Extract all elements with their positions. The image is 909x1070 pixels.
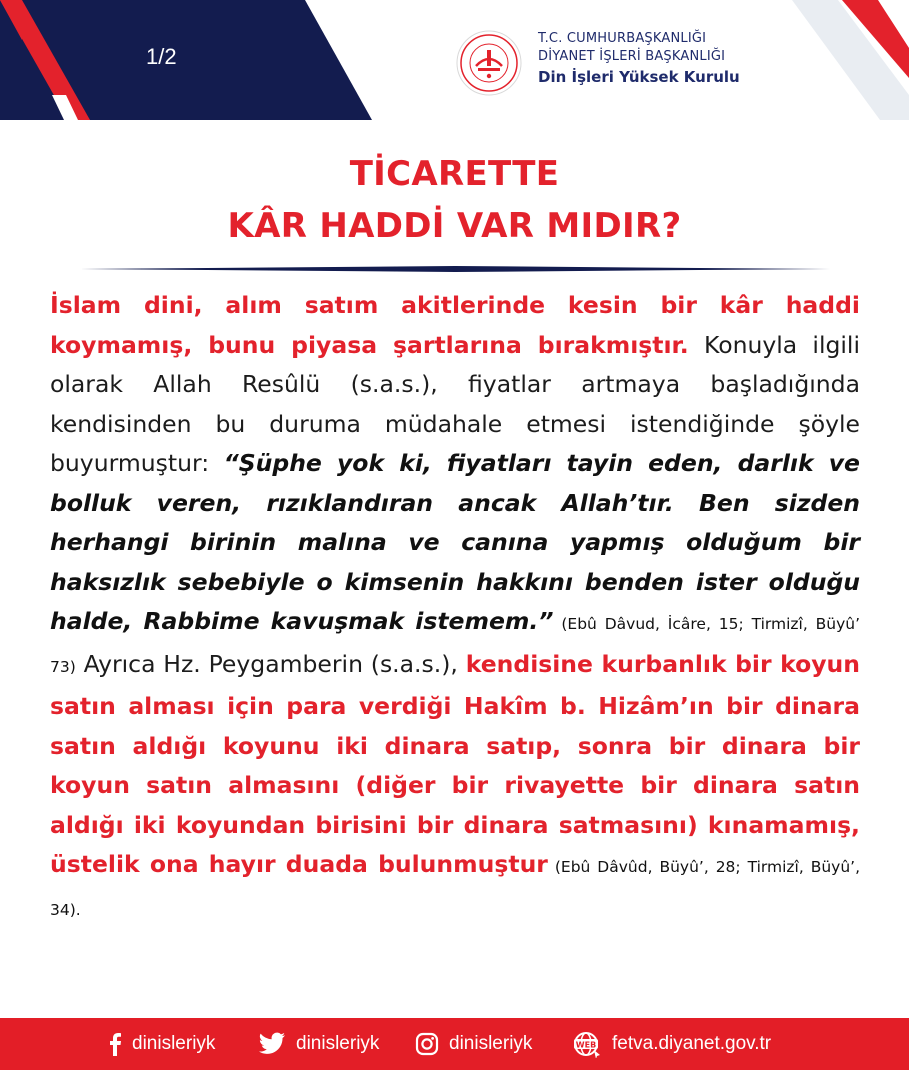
title-divider: [80, 266, 830, 272]
hadith-quote: “Şüphe yok ki, fiyatları tayin eden, darlık ve bolluk veren, rızıklandıran ancak Allah’tır. Ben sizden herhangi birinin malına ve canına yapmış olduğum bir haksızlık sebebiyle o kimsenin hakkını benden ister olduğu halde, Rabbime kavuşmak istemem.”: [50, 449, 860, 635]
org-line-3: Din İşleri Yüksek Kurulu: [538, 68, 740, 86]
title-line-2: KÂR HADDİ VAR MIDIR?: [227, 206, 682, 246]
page-indicator: 1/2: [146, 44, 177, 69]
body-text-1: Konuyla ilgili olarak Allah Resûlü (s.a.s.), fiyatlar artmaya başladığında kendisinden bu duruma müdahale etmesi istendiğinde şöyle buyurmuştur:: [50, 330, 860, 477]
diyanet-seal-icon: [456, 30, 522, 96]
instagram-handle: dinisleriyk: [449, 1033, 533, 1054]
organization-block: [538, 30, 740, 88]
header-decoration: [0, 0, 909, 120]
website-url: fetva.diyanet.gov.tr: [612, 1033, 772, 1054]
footer-bar: [0, 1018, 909, 1070]
body-text-2: Ayrıca Hz. Peygamberin (s.a.s.),: [75, 649, 466, 678]
instagram-icon: [415, 1032, 439, 1056]
citation-2: (Ebû Dâvûd, Büyû’, 28; Tirmizî, Büyû’, 34).: [50, 858, 861, 919]
org-line-2: DİYANET İŞLERİ BAŞKANLIĞI: [538, 49, 726, 64]
highlight-intro: İslam dini, alım satım akitlerinde kesin bir kâr haddi koymamış, bunu piyasa şartlarına bırakmıştır.: [50, 291, 860, 359]
twitter-handle: dinisleriyk: [296, 1033, 380, 1054]
facebook-handle: dinisleriyk: [132, 1033, 216, 1054]
org-line-1: T.C. CUMHURBAŞKANLIĞI: [538, 31, 707, 46]
highlight-hakim: kendisine kurbanlık bir koyun satın alması için para verdiği Hakîm b. Hizâm’ın bir dinara satın aldığı koyunu iki dinara satıp, sonra bir dinara bir koyun satın almasını (diğer bir rivayette bir dinara satın aldığı iki koyundan birisini bir dinara satmasını) kınamamış, üstelik ona hayır duada bulunmuştur: [50, 649, 861, 878]
title-line-1: TİCARETTE: [349, 154, 560, 194]
twitter-icon: [258, 1032, 286, 1056]
page-title: [0, 148, 909, 252]
footer-website[interactable]: [572, 1018, 771, 1070]
citation-1: (Ebû Dâvud, İcâre, 15; Tirmizî, Büyû’ 73): [50, 615, 860, 676]
facebook-icon: [108, 1032, 122, 1056]
footer-instagram[interactable]: [415, 1018, 532, 1070]
footer-facebook[interactable]: [108, 1018, 215, 1070]
web-globe-icon: [572, 1030, 602, 1058]
article-body: [50, 286, 860, 930]
web-badge-label: WEB: [575, 1040, 597, 1050]
footer-twitter[interactable]: [258, 1018, 379, 1070]
